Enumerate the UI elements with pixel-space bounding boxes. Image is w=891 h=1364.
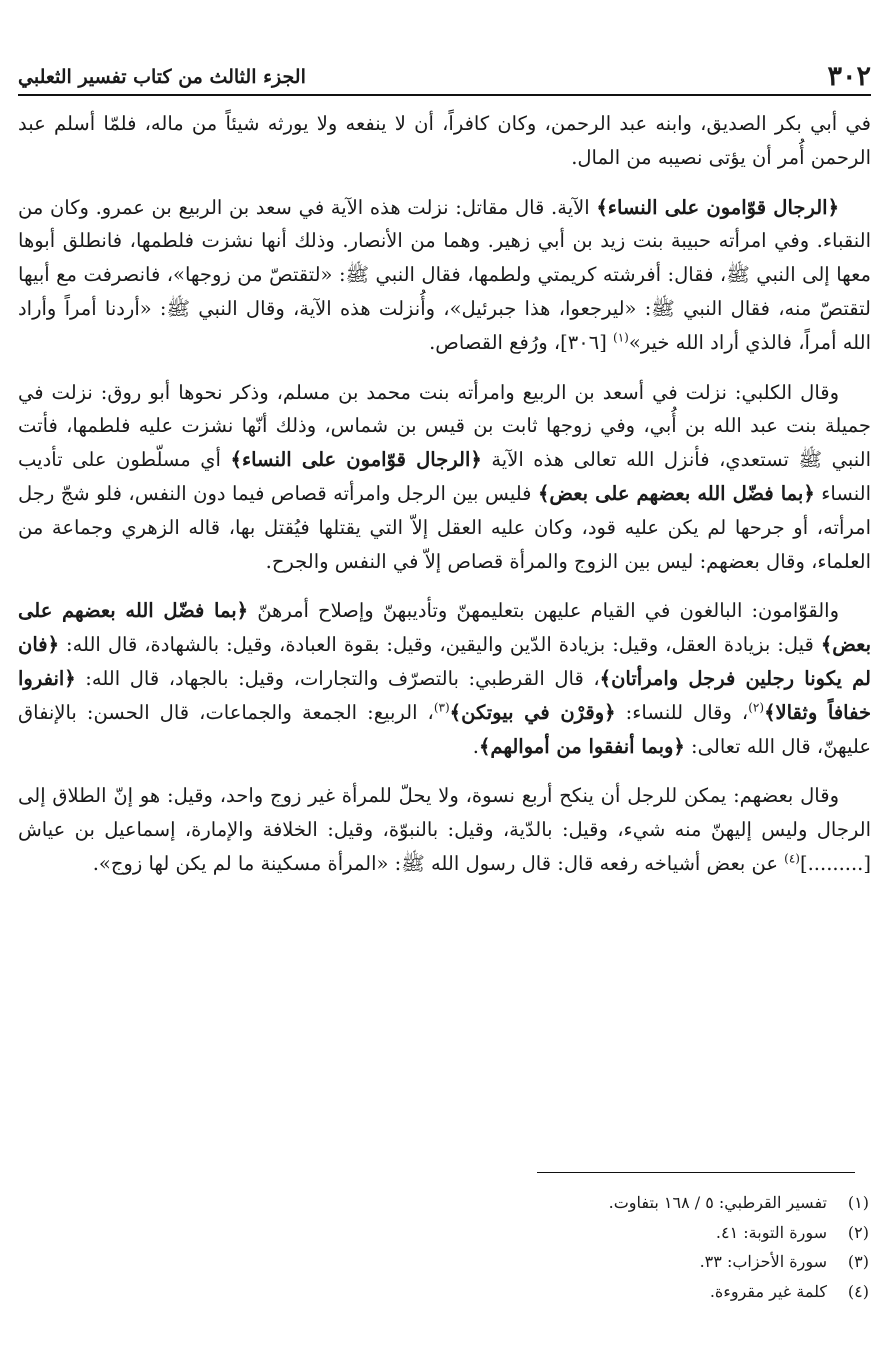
footnote-text: كلمة غير مقروءة. xyxy=(709,1281,827,1301)
paragraph-text: ، وقال للنساء: xyxy=(615,700,749,724)
quran-verse: ﴿بما فضّل الله بعضهم على بعض﴾ xyxy=(18,599,871,657)
paragraph xyxy=(18,191,871,360)
quran-verse: ﴿وقرْن في بيوتكن﴾ xyxy=(449,700,616,724)
quran-verse: ﴿الرجال قوّامون على النساء﴾ xyxy=(596,195,840,219)
paragraph-text: ، الربيع: الجمعة والجماعات، قال الحسن: بالإنفاق عليهنّ، قال الله تعالى: xyxy=(18,700,871,758)
paragraph-text: فليس بين الرجل وامرأته قصاص فيما دون النفس، فلو شجّ رجل امرأته، أو جرحها لم يكن عليه قود، وكان عليه العقل إلاّ التي يقتلها فيُقتل بها، قاله الزهري وجماعة من العلماء، وقال بعضهم: ليس بين الزوج والمرأة قصاص إلاّ في النفس والجرح. xyxy=(18,481,871,573)
paragraph-text: في أبي بكر الصديق، وابنه عبد الرحمن، وكان كافراً، أن لا ينفعه ولا يورثه شيئاً من ماله، فلمّا أسلم عبد الرحمن أُمر أن يؤتى نصيبه من المال. xyxy=(18,112,871,169)
page-header xyxy=(18,56,871,92)
footnote xyxy=(269,1247,869,1277)
footnote-number: (١) xyxy=(847,1193,869,1212)
body-text xyxy=(18,107,871,897)
paragraph-text: ، قال القرطبي: بالتصرّف والتجارات، وقيل: بالجهاد، قال الله: xyxy=(75,666,600,690)
quran-verse: ﴿انفروا خفافاً وثقالا﴾ xyxy=(18,666,872,724)
paragraph-text: الآية. قال مقاتل: نزلت هذه الآية في سعد بن الربيع بن عمرو. وكان من النقباء. وفي امرأته حبيبة بنت زيد بن أبي زهير. وهما من الأنصار. وذلك أنها نشزت فلطمها، فانطلق أبوها معها إلى النبي ﷺ، فقال: أفرشته كريمتي ولطمها، فقال النبي ﷺ: «لتقتصّ من زوجها»، فانصرفت مع أبيها لتقتصّ منه، فقال النبي ﷺ: «ليرجعوا، هذا جبرئيل»، وأُنزلت هذه الآية، وقال النبي ﷺ: «أردنا أمراً وأراد الله أمراً، فالذي أراد الله خير» xyxy=(18,195,871,354)
page-number: ٣٠٢ xyxy=(827,61,871,92)
footnote-text: سورة الأحزاب: ٣٣. xyxy=(699,1252,827,1271)
header-rule xyxy=(18,94,871,96)
footnote-number: (٣) xyxy=(847,1252,869,1271)
paragraph-text: وقال الكلبي: نزلت في أسعد بن الربيع وامرأته بنت محمد بن مسلم، وذكر نحوها أبو روق: نزلت في جميلة بنت عبد الله بن أُبي، وفي زوجها ثابت بن قيس بن شماس، وذلك أنّها نشزت عليه فلطمها، فأتت النبي ﷺ تستعدي، فأنزل الله تعالى هذه الآية xyxy=(18,380,871,472)
footnote-text: تفسير القرطبي: ٥ / ١٦٨ بتفاوت. xyxy=(608,1193,827,1212)
footnote xyxy=(269,1218,869,1248)
quran-verse: ﴿الرجال قوّامون على النساء﴾ xyxy=(230,448,482,472)
paragraph-text: [٣٠٦]، ورُفع القصاص. xyxy=(429,330,614,354)
footnote xyxy=(269,1188,869,1218)
paragraph xyxy=(18,779,871,880)
quran-verse: ﴿بما فضّل الله بعضهم على بعض﴾ xyxy=(537,481,815,505)
paragraph-text: قيل: بزيادة العقل، وقيل: بزيادة الدّين واليقين، وقيل: بقوة العبادة، وقيل: بالشهادة، قال الله: xyxy=(59,633,821,657)
paragraph-text: أي مسلّطون على تأديب النساء xyxy=(18,448,871,505)
footnote-number: (٢) xyxy=(847,1222,869,1242)
quran-verse: ﴿وبما أنفقوا من أموالهم﴾ xyxy=(478,734,685,758)
running-title: الجزء الثالث من كتاب تفسير الثعلبي xyxy=(18,66,306,88)
footnote-ref: (٣) xyxy=(433,700,450,715)
paragraph-text: . xyxy=(472,734,479,758)
footnote-ref: (٤) xyxy=(784,851,800,866)
footnote-rule xyxy=(537,1172,855,1173)
paragraph-text: عن بعض أشياخه رفعه قال: قال رسول الله ﷺ: «المرأة مسكينة ما لم يكن لها زوج». xyxy=(92,851,785,875)
paragraph xyxy=(18,376,871,579)
footnote-number: (٤) xyxy=(847,1281,869,1301)
footnotes xyxy=(269,1188,869,1306)
footnote-ref: (٢) xyxy=(748,700,765,715)
footnote-text: سورة التوبة: ٤١. xyxy=(715,1222,827,1242)
paragraph-text: والقوّامون: البالغون في القيام عليهن بتعليمهنّ وتأديبهنّ وإصلاح أمرهنّ xyxy=(248,599,840,623)
quran-verse: ﴿فان لم يكونا رجلين فرجل وامرأتان﴾ xyxy=(18,633,871,690)
paragraph-text: وقال بعضهم: يمكن للرجل أن ينكح أربع نسوة، ولا يحلّ للمرأة غير زوج واحد، وقيل: هو إنّ الطلاق إلى الرجال وليس إليهنّ منه شيء، وقيل: بالدّية، وقيل: بالنبوّة، وقيل: الخلافة والإمارة، إسماعيل بن عياش [.........] xyxy=(18,784,871,875)
footnote xyxy=(269,1277,869,1307)
paragraph xyxy=(18,594,871,763)
footnote-ref: (١) xyxy=(613,330,629,345)
paragraph xyxy=(18,107,871,175)
